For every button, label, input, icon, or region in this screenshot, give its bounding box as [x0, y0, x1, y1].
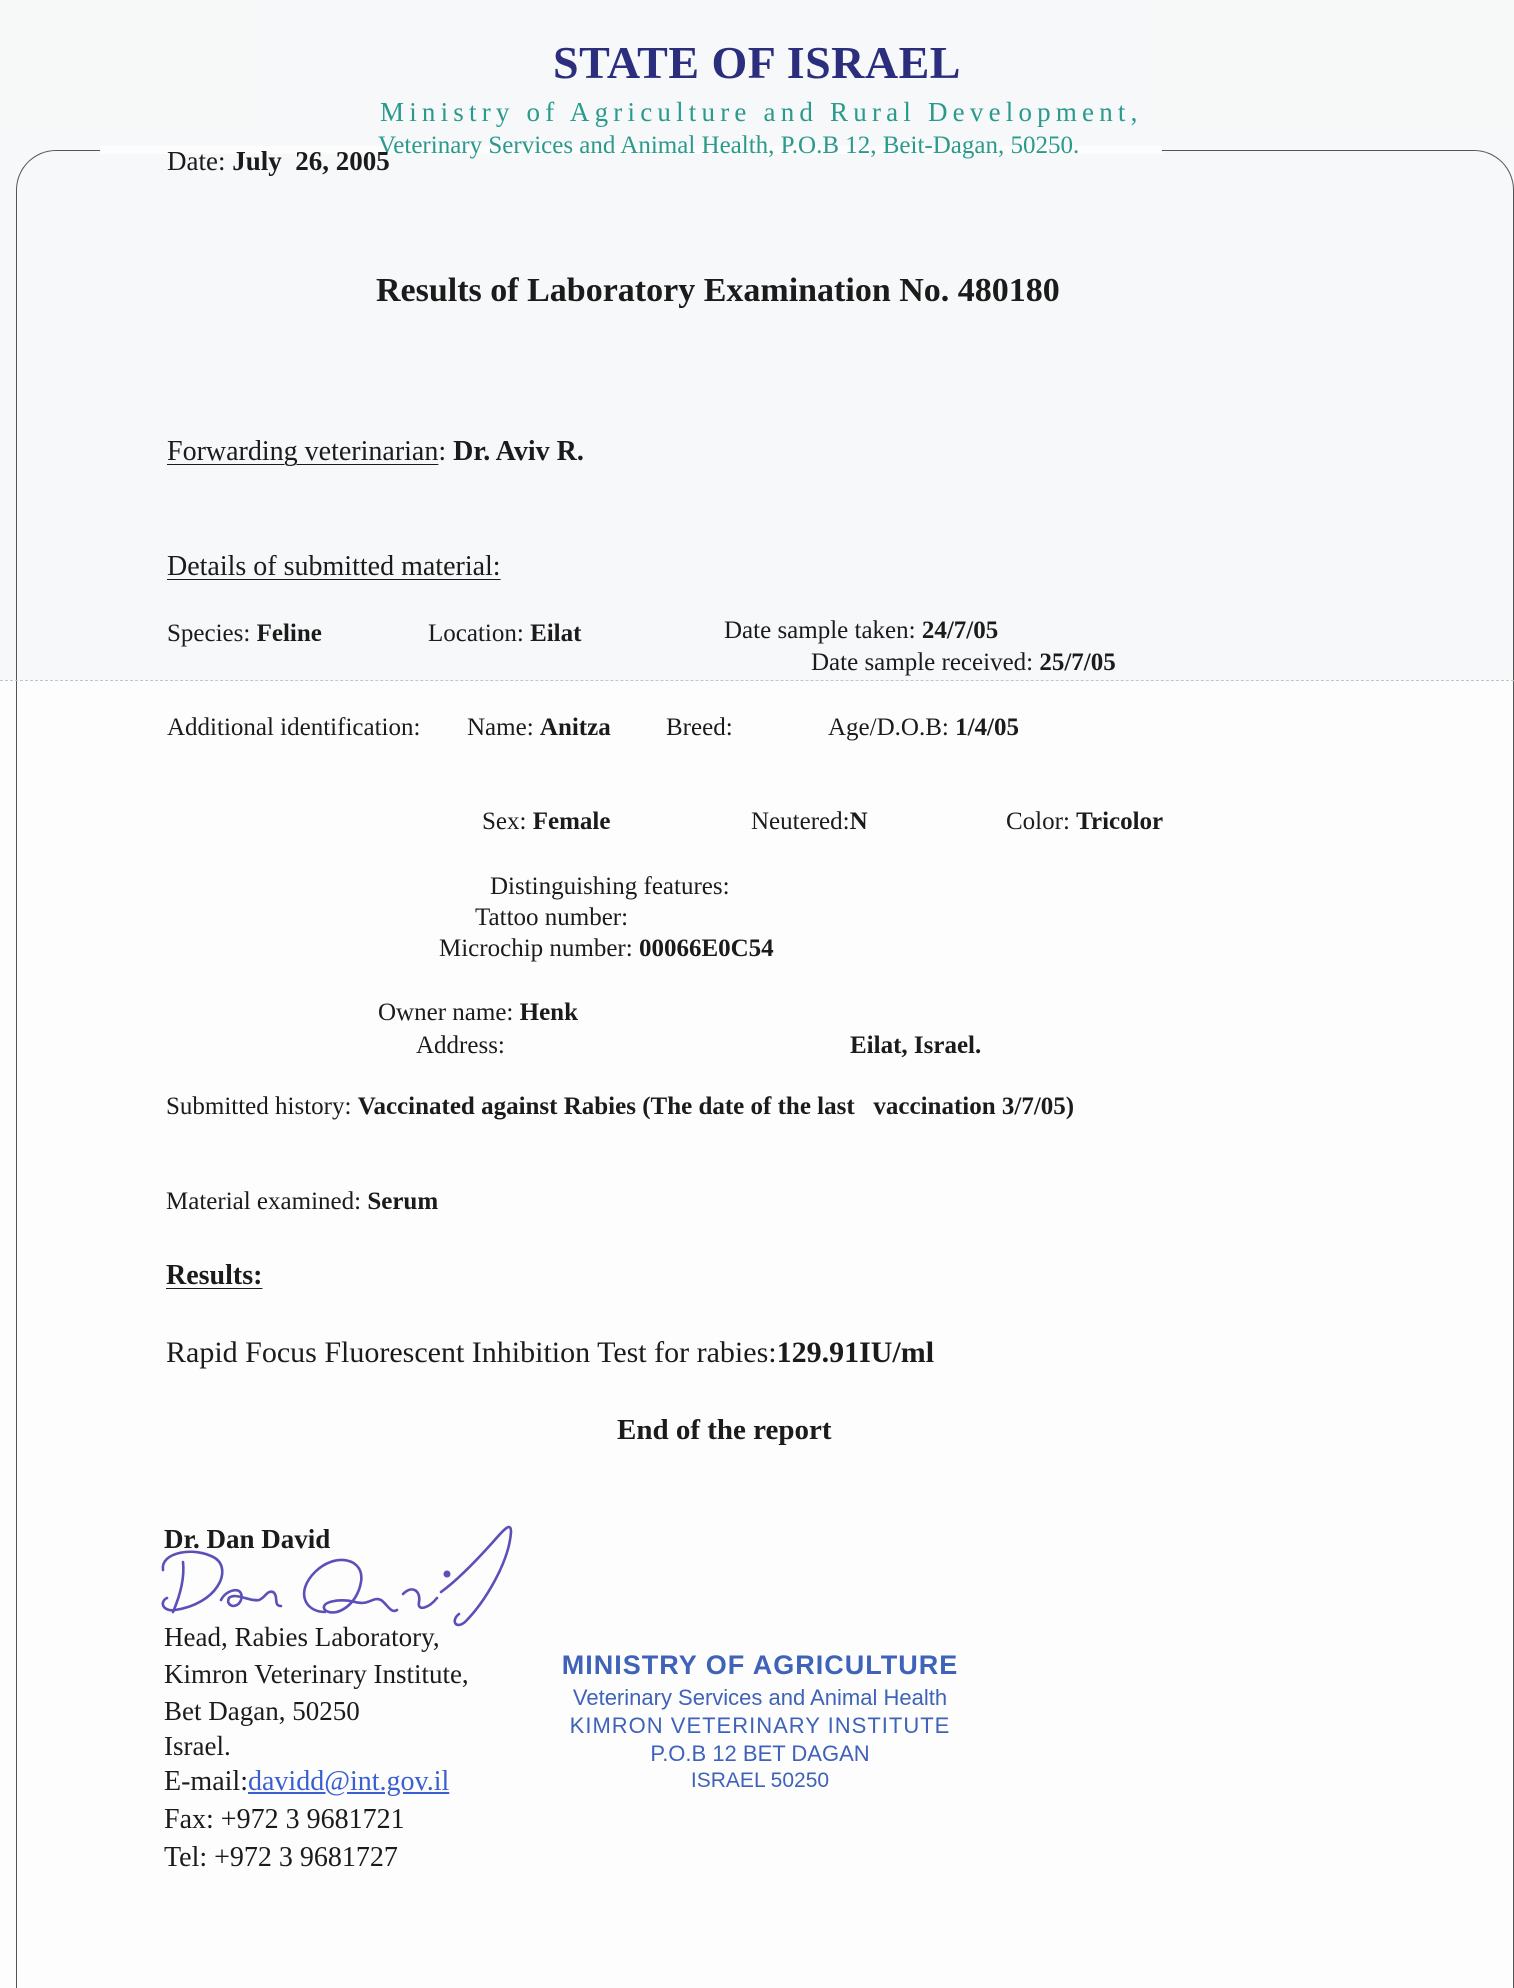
name-value: Anitza — [539, 714, 611, 741]
microchip-field — [439, 935, 774, 963]
address-value: Eilat, Israel. — [850, 1032, 982, 1059]
date-taken-value: 24/7/05 — [921, 617, 999, 644]
history-value: Vaccinated against Rabies (The date of the last vaccination 3/7/05) — [357, 1093, 1075, 1120]
distinguishing-label: Distinguishing features: — [490, 873, 730, 900]
neutered-value: N — [849, 808, 868, 835]
name-field — [467, 714, 611, 742]
color-label: Color: — [1006, 808, 1070, 835]
report-heading: Results of Laboratory Examination No. 480180 — [376, 272, 1060, 309]
details-heading: Details of submitted material: — [167, 551, 501, 582]
species-label: Species: — [167, 620, 251, 647]
official-stamp — [540, 1650, 980, 1793]
result-line — [166, 1336, 934, 1370]
stamp-line5: ISRAEL 50250 — [690, 1769, 830, 1792]
species-field — [167, 620, 322, 648]
color-value: Tricolor — [1076, 808, 1164, 835]
age-label: Age/D.O.B: — [828, 714, 949, 741]
date-label: Date: — [167, 146, 226, 176]
date-received-value: 25/7/05 — [1039, 649, 1116, 676]
material-label: Material examined: — [166, 1188, 362, 1215]
signer-fax: Fax: +972 3 9681721 — [164, 1804, 405, 1835]
forwarding-label: Forwarding veterinarian — [167, 436, 439, 467]
age-value: 1/4/05 — [955, 714, 1019, 741]
results-heading: Results: — [166, 1260, 263, 1291]
location-value: Eilat — [530, 620, 582, 647]
location-label: Location: — [428, 620, 524, 647]
owner-label: Owner name: — [378, 999, 514, 1026]
result-label: Rapid Focus Fluorescent Inhibition Test for rabies: — [166, 1336, 777, 1369]
signer-email-line — [164, 1766, 449, 1798]
email-link[interactable]: davidd@int.gov.il — [247, 1766, 450, 1797]
email-label: E-mail: — [164, 1766, 248, 1797]
signer-name: Dr. Dan David — [164, 1524, 331, 1554]
microchip-label: Microchip number: — [439, 935, 633, 962]
signer-tel: Tel: +972 3 9681727 — [164, 1842, 398, 1873]
age-field — [828, 714, 1019, 742]
signer-title-line4: Israel. — [164, 1731, 231, 1761]
stamp-line3: KIMRON VETERINARY INSTITUTE — [569, 1713, 951, 1738]
paper-fold-line — [0, 680, 1514, 681]
neutered-field — [751, 808, 868, 836]
signer-title-line3: Bet Dagan, 50250 — [164, 1696, 360, 1726]
microchip-value: 00066E0C54 — [638, 935, 774, 962]
signer-title-line2: Kimron Veterinary Institute, — [164, 1659, 469, 1689]
neutered-label: Neutered: — [751, 808, 850, 835]
letterhead-ministry: Ministry of Agriculture and Rural Development, — [380, 97, 1143, 127]
date-received-label: Date sample received: — [811, 649, 1034, 676]
date-received-field — [811, 649, 1116, 677]
material-field — [166, 1188, 438, 1216]
color-field — [1006, 808, 1163, 836]
tattoo-label: Tattoo number: — [475, 904, 629, 931]
end-of-report: End of the report — [617, 1414, 832, 1446]
stamp-line4: P.O.B 12 BET DAGAN — [650, 1741, 870, 1766]
date-value: July 26, 2005 — [232, 146, 390, 176]
species-value: Feline — [256, 620, 322, 647]
history-label: Submitted history: — [166, 1093, 352, 1120]
forwarding-colon: : — [438, 436, 447, 467]
forwarding-line — [167, 436, 584, 468]
date-taken-field — [724, 617, 998, 645]
signer-title-line1: Head, Rabies Laboratory, — [164, 1622, 440, 1652]
name-label: Name: — [467, 714, 534, 741]
result-value: 129.91IU/ml — [776, 1336, 935, 1369]
sex-value: Female — [532, 808, 611, 835]
forwarding-value: Dr. Aviv R. — [453, 436, 584, 467]
stamp-line1: MINISTRY OF AGRICULTURE — [561, 1650, 959, 1680]
letterhead-title: STATE OF ISRAEL — [553, 37, 961, 88]
stamp-line2: Veterinary Services and Animal Health — [572, 1685, 948, 1710]
material-value: Serum — [367, 1188, 439, 1215]
breed-label: Breed: — [666, 714, 733, 741]
additional-id-label: Additional identification: — [167, 714, 421, 741]
owner-field — [378, 999, 578, 1027]
date-line — [167, 146, 390, 177]
owner-value: Henk — [519, 999, 578, 1026]
letterhead-address: Veterinary Services and Animal Health, P.O.B 12, Beit-Dagan, 50250. — [378, 132, 1080, 159]
address-label: Address: — [416, 1032, 505, 1059]
location-field — [428, 620, 581, 648]
history-field — [166, 1093, 1074, 1121]
date-taken-label: Date sample taken: — [724, 617, 916, 644]
sex-label: Sex: — [482, 808, 527, 835]
sex-field — [482, 808, 610, 836]
